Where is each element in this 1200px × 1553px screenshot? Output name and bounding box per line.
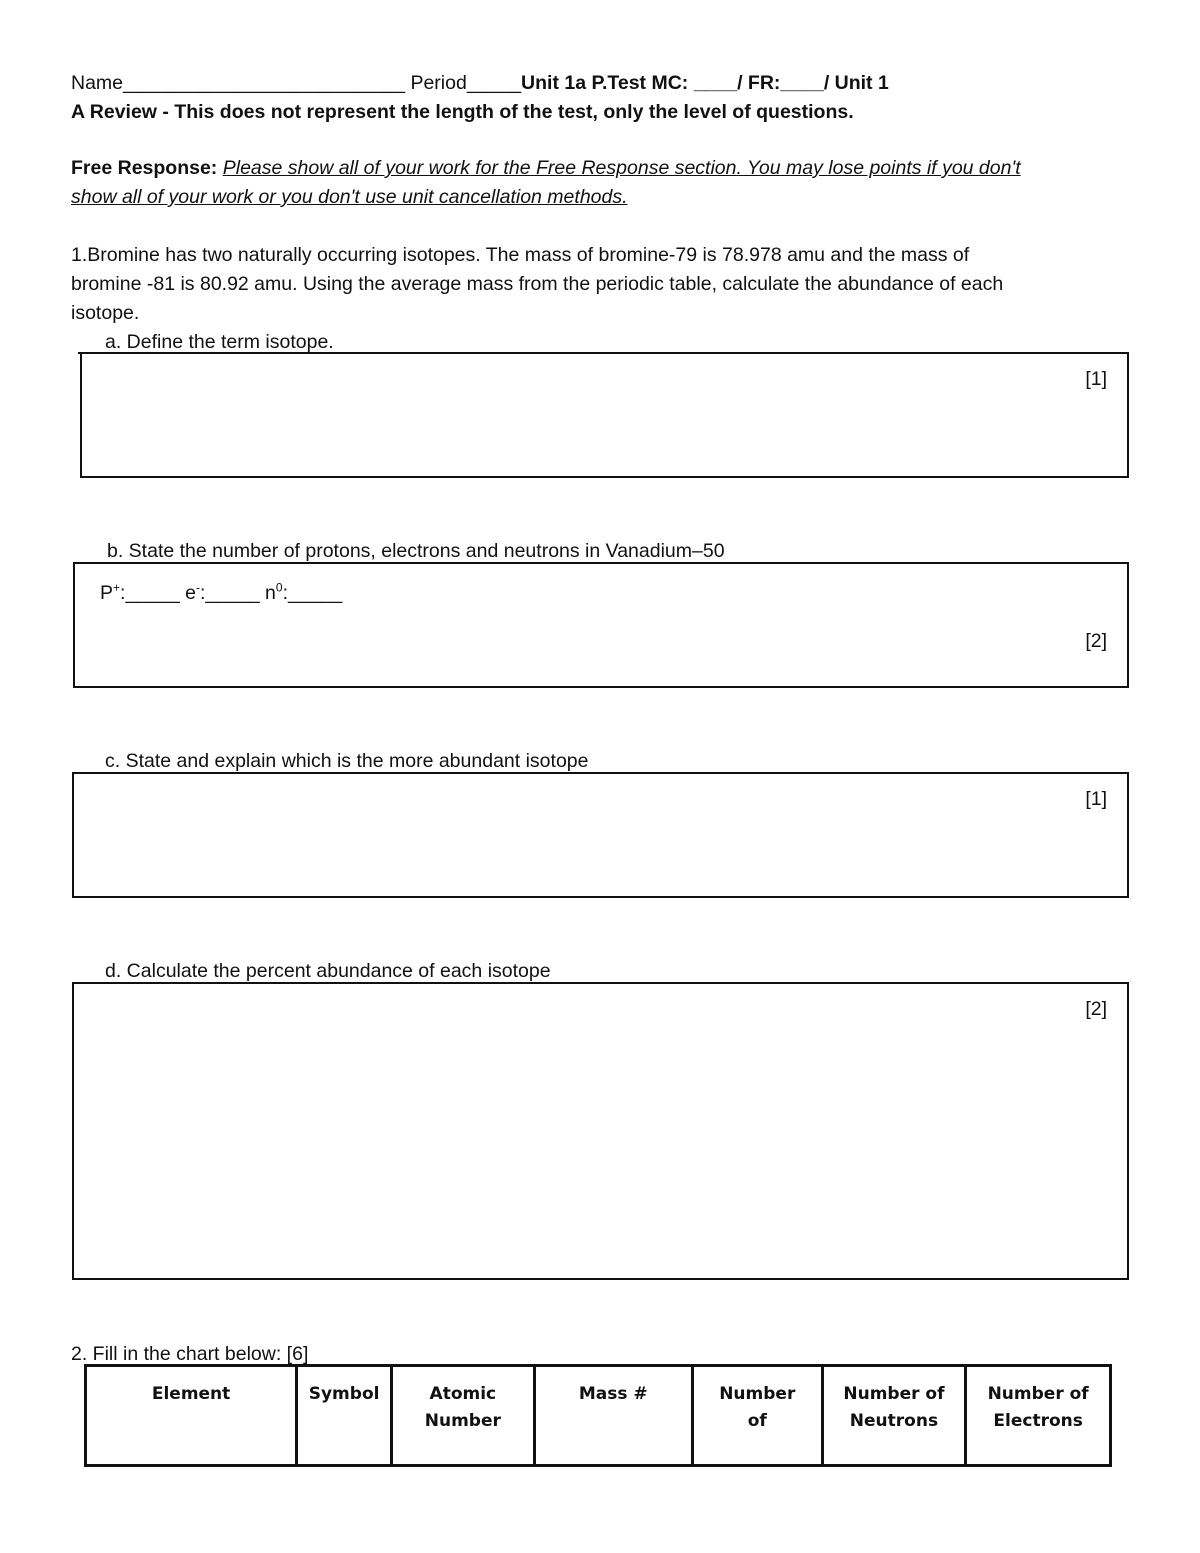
part-a-prompt: a. Define the term isotope. <box>105 331 334 353</box>
mc-blank[interactable]: ____ <box>693 72 738 94</box>
column-header-electrons: Number of Electrons <box>966 1366 1111 1466</box>
part-d-answer-box[interactable] <box>72 982 1129 1280</box>
unit-tail: / Unit 1 <box>823 72 889 94</box>
part-a-answer-box[interactable] <box>80 352 1129 478</box>
column-header-mass-number: Mass # <box>534 1366 692 1466</box>
part-d-points: [2] <box>1085 998 1107 1020</box>
part-c-answer-box[interactable] <box>72 772 1129 898</box>
column-header-neutrons: Number of Neutrons <box>822 1366 966 1466</box>
name-label: Name <box>71 72 124 94</box>
fill-in-chart <box>84 1364 1112 1467</box>
part-b-points: [2] <box>1085 630 1107 652</box>
part-d-prompt: d. Calculate the percent abundance of each isotope <box>105 960 551 982</box>
free-response-line1 <box>71 157 1021 180</box>
instructions-line1: Please show all of your work for the Free Response section. You may lose points if you don't <box>222 157 1021 179</box>
column-header-element: Element <box>86 1366 297 1466</box>
question1-line3: isotope. <box>71 302 140 324</box>
question1-line1: 1.Bromine has two naturally occurring isotopes. The mass of bromine-79 is 78.978 amu and the mass of <box>71 244 970 266</box>
neutron-field[interactable]: $n^0:\_\_\_\_\_$ <box>265 580 343 604</box>
electron-field[interactable]: e-:_____ <box>185 580 260 604</box>
question2-prompt: 2. Fill in the chart below: [6] <box>71 1343 309 1365</box>
particle-counts <box>100 580 342 605</box>
part-b-prompt: b. State the number of protons, electrons and neutrons in Vanadium–50 <box>107 540 725 562</box>
header-line <box>71 72 889 95</box>
part-b-answer-box[interactable] <box>73 562 1129 688</box>
column-header-number-of: Number of <box>692 1366 822 1466</box>
question1-line2: bromine -81 is 80.92 amu. Using the average mass from the periodic table, calculate the abundance of each <box>71 273 1004 295</box>
free-response-label: Free Response: <box>71 157 218 179</box>
test-title: Unit 1a P.Test MC: <box>521 72 689 94</box>
part-a-points: [1] <box>1085 368 1107 390</box>
part-c-points: [1] <box>1085 788 1107 810</box>
column-header-atomic-number: Atomic Number <box>392 1366 535 1466</box>
instructions-line2: show all of your work or you don't use unit cancellation methods. <box>71 186 628 208</box>
period-blank[interactable]: _____ <box>466 72 522 94</box>
review-line: A Review - This does not represent the length of the test, only the level of questions. <box>71 101 854 123</box>
name-blank[interactable]: __________________________ <box>123 72 406 94</box>
fr-label: / FR: <box>737 72 781 94</box>
period-label: Period <box>410 72 467 94</box>
proton-field[interactable]: P+:_____ <box>100 580 180 604</box>
part-c-prompt: c. State and explain which is the more abundant isotope <box>105 750 589 772</box>
column-header-symbol: Symbol <box>297 1366 392 1466</box>
fr-blank[interactable]: ____ <box>780 72 824 94</box>
